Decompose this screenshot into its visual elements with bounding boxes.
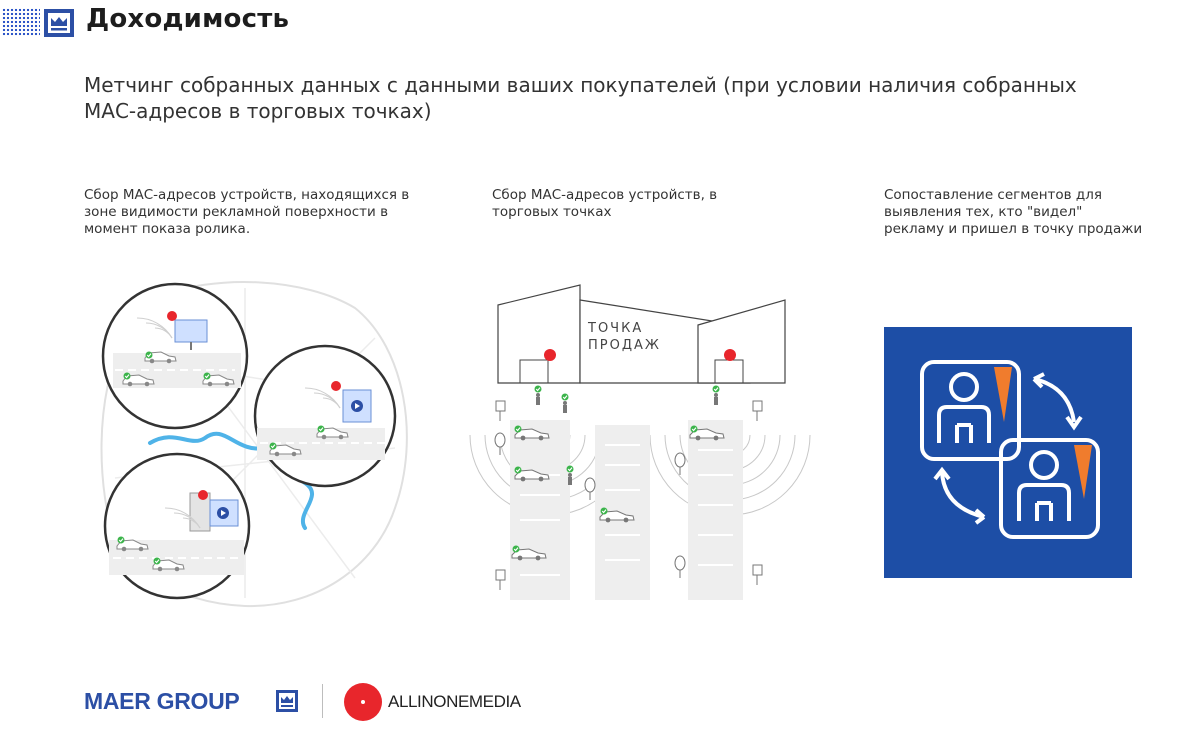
city-map-illustration: [95, 278, 415, 608]
crown-logo-icon: [44, 9, 74, 37]
page-subtitle: Метчинг собранных данных с данными ваших покупателей (при условии наличия собранных МАС-адресов в торговых точках): [84, 73, 1077, 123]
segment-matching-tile: [884, 327, 1132, 578]
page-title: Доходимость: [86, 4, 290, 34]
maer-group-logo-text: MAER GROUP: [84, 688, 240, 714]
step-3-caption: Сопоставление сегментов для выявления тех, кто "видел" рекламу и пришел в точку продажи: [884, 187, 1143, 237]
point-of-sale-illustration: [460, 275, 820, 605]
dot-grid-decoration: [2, 8, 40, 36]
pos-sign-line2: ПРОДАЖ: [588, 338, 661, 353]
allinonemedia-logo-text: ALLINONEMEDIA: [388, 692, 521, 711]
crown-logo-icon: [276, 690, 298, 712]
pos-sign-line1: ТОЧКА: [588, 321, 644, 336]
step-1-caption: Сбор МАС-адресов устройств, находящихся в зоне видимости рекламной поверхности в момент показа ролика.: [84, 187, 410, 237]
allinonemedia-logo-icon: [344, 683, 382, 721]
segment-matching-icon: [884, 327, 1132, 578]
footer-divider: [322, 684, 323, 718]
step-2-caption: Сбор МАС-адресов устройств, в торговых точках: [492, 187, 718, 220]
